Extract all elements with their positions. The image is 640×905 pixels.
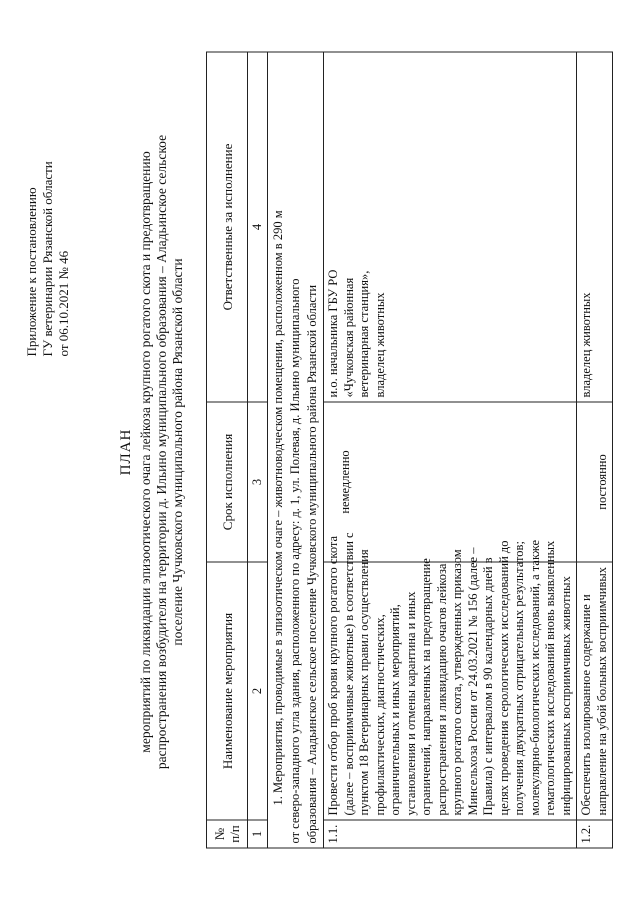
approval-line: Приложение к постановлению xyxy=(24,187,39,357)
column-number: 2 xyxy=(248,562,268,820)
header-responsible: Ответственные за исполнение xyxy=(207,52,248,402)
column-number: 3 xyxy=(248,402,268,562)
measure-line: целях проведения серологических исследований до xyxy=(496,540,511,816)
header-term: Срок исполнения xyxy=(207,402,248,562)
header-name: Наименование мероприятия xyxy=(207,562,248,820)
section-line: образования – Аладьинское сельское поселение Чучковского муниципального района Рязанской области xyxy=(305,284,319,844)
measure-line: молекулярно-биологических исследований, а также xyxy=(527,539,542,816)
measure-line: Обеспечить изолированное содержание и xyxy=(579,594,593,816)
section-line: 1. Мероприятия, проводимые в эпизоотическом очаге – животноводческом помещении, расположенном в 290 м xyxy=(271,210,285,806)
row-number: 1.1. xyxy=(324,820,577,848)
row-number: 1.2. xyxy=(577,820,613,848)
measure-line: гематологических исследований вновь выявленных xyxy=(543,540,557,816)
responsible-line: и.о. начальника ГБУ РО xyxy=(326,269,340,398)
row-term: постоянно xyxy=(577,402,613,562)
measure-line: Минсельхоза России от 24.03.2021 № 156 (далее – xyxy=(465,547,480,816)
table-header-row xyxy=(207,52,248,848)
section-line: от северо-западного угла здания, расположенного по адресу: д. 1, ул. Полевая, д. Ильино муниципального xyxy=(288,278,302,844)
measure-line: ограничений, направленных на предотвращение xyxy=(419,558,433,816)
responsible-line: ветеринарная станция», xyxy=(357,270,371,398)
measure-line: (далее – восприимчивые животные) в соответствии с xyxy=(341,532,356,816)
measure-line: крупного рогатого скота, утвержденных приказом xyxy=(450,549,464,816)
row-term: немедленно xyxy=(324,402,577,562)
measure-line: профилактических, диагностических, xyxy=(372,614,387,816)
responsible-line: владелец животных xyxy=(579,292,593,398)
section-heading xyxy=(268,52,324,848)
section-row xyxy=(268,52,324,848)
row-responsible xyxy=(577,52,613,402)
measure-line: Правила) с интервалом в 90 календарных дней в xyxy=(481,557,495,816)
measure-line: направление на убой больных восприимчивых xyxy=(594,566,609,816)
subtitle-line: мероприятий по ликвидации эпизоотического очага лейкоза крупного рогатого скота и предотвращению xyxy=(138,151,153,753)
measure-line: Провести отбор проб крови крупного рогатого скота xyxy=(326,535,340,816)
measure-line: распространения и ликвидацию очагов лейкоза xyxy=(434,563,449,816)
measure-line: инфицированных восприимчивых животных xyxy=(558,576,573,816)
row-measure xyxy=(324,532,577,820)
document-title: ПЛАН xyxy=(118,428,134,476)
responsible-line: «Чучковская районная xyxy=(341,277,356,398)
approval-block xyxy=(24,77,72,357)
row-measure xyxy=(577,562,613,820)
document-subtitle xyxy=(138,100,186,805)
approval-line: от 06.10.2021 № 46 xyxy=(56,250,71,357)
column-number-row xyxy=(248,52,268,848)
responsible-line: владелец животных xyxy=(372,292,387,398)
subtitle-line: поселение Чучковского муниципального района Рязанской области xyxy=(170,258,185,646)
table-row xyxy=(324,52,577,848)
measure-line: ограничительных и иных мероприятий, xyxy=(388,604,402,816)
measure-line: пунктом 18 Ветеринарных правил осуществления xyxy=(357,549,371,816)
header-number: № п/п xyxy=(207,820,248,848)
measure-line: получения двукратных отрицательных результатов; xyxy=(512,541,526,816)
column-number: 1 xyxy=(248,820,268,848)
plan-table xyxy=(206,52,613,849)
row-responsible xyxy=(324,52,577,402)
subtitle-line: распространения возбудителя на территории д. Ильино муниципального образования – Аладьинское сельское xyxy=(154,134,169,770)
measure-line: установления и отмены карантина и иных xyxy=(403,591,418,816)
approval-line: ГУ ветеринарии Рязанской области xyxy=(40,161,55,357)
table-row xyxy=(577,52,613,848)
column-number: 4 xyxy=(248,52,268,402)
